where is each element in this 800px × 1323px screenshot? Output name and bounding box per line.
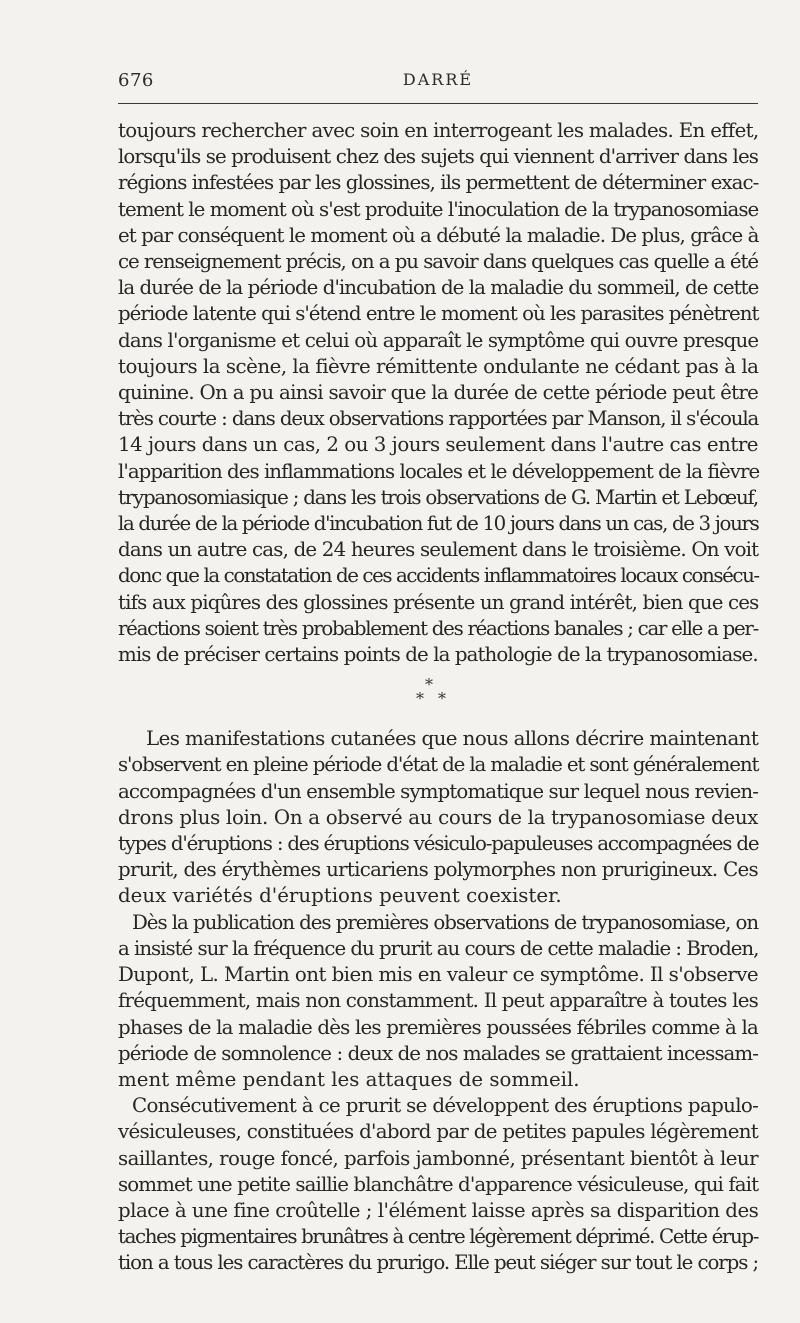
asterisk: * (425, 675, 433, 695)
text-line: période de somnolence : deux de nos malades se grattaient incessam- (118, 1041, 758, 1065)
text-line: place à une fine croûtelle ; l'élément laisse après sa disparition des (118, 1198, 759, 1222)
asterisk: * (438, 689, 446, 709)
paragraph-4 (118, 1093, 758, 1276)
text-line: très courte : dans deux observations rapportées par Manson, il s'écoula (118, 407, 759, 431)
text-line: l'apparition des inflammations locales et le développement de la fièvre (118, 459, 760, 483)
text-line: donc que la constatation de ces accidents inflammatoires locaux consécu- (118, 564, 759, 588)
text-line: taches pigmentaires brunâtres à centre légèrement déprimé. Cette érup- (118, 1225, 759, 1249)
text-line: réactions soient très probablement des réactions banales ; car elle a per- (118, 616, 758, 640)
running-head (118, 70, 758, 94)
text-line: s'observent en pleine période d'état de la maladie et sont généralement (118, 753, 759, 777)
text-line: fréquemment, mais non constamment. Il peut apparaître à toutes les (118, 989, 758, 1013)
text-line: accompagnées d'un ensemble symptomatique sur lequel nous revien- (118, 779, 759, 803)
text-line: la durée de la période d'incubation de la maladie du sommeil, de cette (118, 276, 759, 300)
text-line: Les manifestations cutanées que nous allons décrire maintenant (146, 727, 759, 751)
body-text (118, 118, 758, 1277)
paragraph-2 (118, 726, 758, 909)
text-line: prurit, des érythèmes urticariens polymorphes non prurigineux. Ces (118, 858, 758, 882)
text-line: quinine. On a pu ainsi savoir que la durée de cette période peut être (118, 381, 759, 405)
text-line: Dupont, L. Martin ont bien mis en valeur ce symptôme. Il s'observe (118, 963, 758, 987)
text-line: vésiculeuses, constituées d'abord par de petites papules légèrement (118, 1120, 758, 1144)
text-line: types d'éruptions : des éruptions vésiculo-papuleuses accompagnées de (118, 832, 759, 856)
text-line: phases de la maladie dès les premières poussées fébriles comme à la (118, 1015, 758, 1039)
text-line: toujours rechercher avec soin en interrogeant les malades. En effet, (118, 119, 759, 142)
text-line: Dès la publication des premières observations de trypanosomiase, on (132, 910, 758, 934)
text-line: tement le moment où s'est produite l'inoculation de la trypanosomiase (118, 197, 759, 221)
text-line: lorsqu'ils se produisent chez des sujets qui viennent d'arriver dans les (118, 145, 758, 169)
text-line: ment même pendant les attaques de sommeil. (118, 1067, 580, 1091)
header-rule (118, 103, 758, 104)
text-line: drons plus loin. On a observé au cours de la trypanosomiase deux (118, 805, 759, 829)
running-head-author: DARRÉ (402, 70, 474, 89)
page-number: 676 (118, 70, 154, 91)
text-line: et par conséquent le moment où a débuté la maladie. De plus, grâce à (118, 223, 759, 247)
text-line: dans l'organisme et celui où apparaît le symptôme qui ouvre presque (118, 328, 759, 352)
text-line: mis de préciser certains points de la pathologie de la trypanosomiase. (118, 643, 758, 667)
text-line: période latente qui s'étend entre le moment où les parasites pénètrent (118, 302, 759, 326)
paragraph-3 (118, 910, 758, 1093)
text-line: régions infestées par les glossines, ils permettent de déterminer exac- (118, 171, 759, 195)
text-line: saillantes, rouge foncé, parfois jambonné, présentant bientôt à leur (118, 1146, 758, 1170)
text-line: ce renseignement précis, on a pu savoir dans quelques cas quelle a été (118, 250, 758, 274)
section-break-asterism (118, 671, 758, 721)
text-line: la durée de la période d'incubation fut de 10 jours dans un cas, de 3 jours (118, 512, 759, 536)
text-line: 14 jours dans un cas, 2 ou 3 jours seulement dans l'autre cas entre (118, 433, 758, 457)
text-line: dans un autre cas, de 24 heures seulement dans le troisième. On voit (118, 538, 759, 562)
asterisk: * (416, 689, 424, 709)
text-line: toujours la scène, la fièvre rémittente ondulante ne cédant pas à la (118, 354, 759, 378)
text-line: tifs aux piqûres des glossines présente un grand intérêt, bien que ces (118, 590, 759, 614)
text-line: Consécutivement à ce prurit se développent des éruptions papulo- (132, 1094, 759, 1118)
paragraph-1 (118, 118, 758, 668)
text-line: a insisté sur la fréquence du prurit au cours de cette maladie : Broden, (118, 936, 759, 960)
text-line: tion a tous les caractères du prurigo. Elle peut siéger sur tout le corps ; (118, 1251, 759, 1275)
text-line: trypanosomiasique ; dans les trois observations de G. Martin et Lebœuf, (118, 485, 758, 509)
text-line: sommet une petite saillie blanchâtre d'apparence vésiculeuse, qui fait (118, 1172, 759, 1196)
text-line: deux variétés d'éruptions peuvent coexister. (118, 884, 562, 908)
